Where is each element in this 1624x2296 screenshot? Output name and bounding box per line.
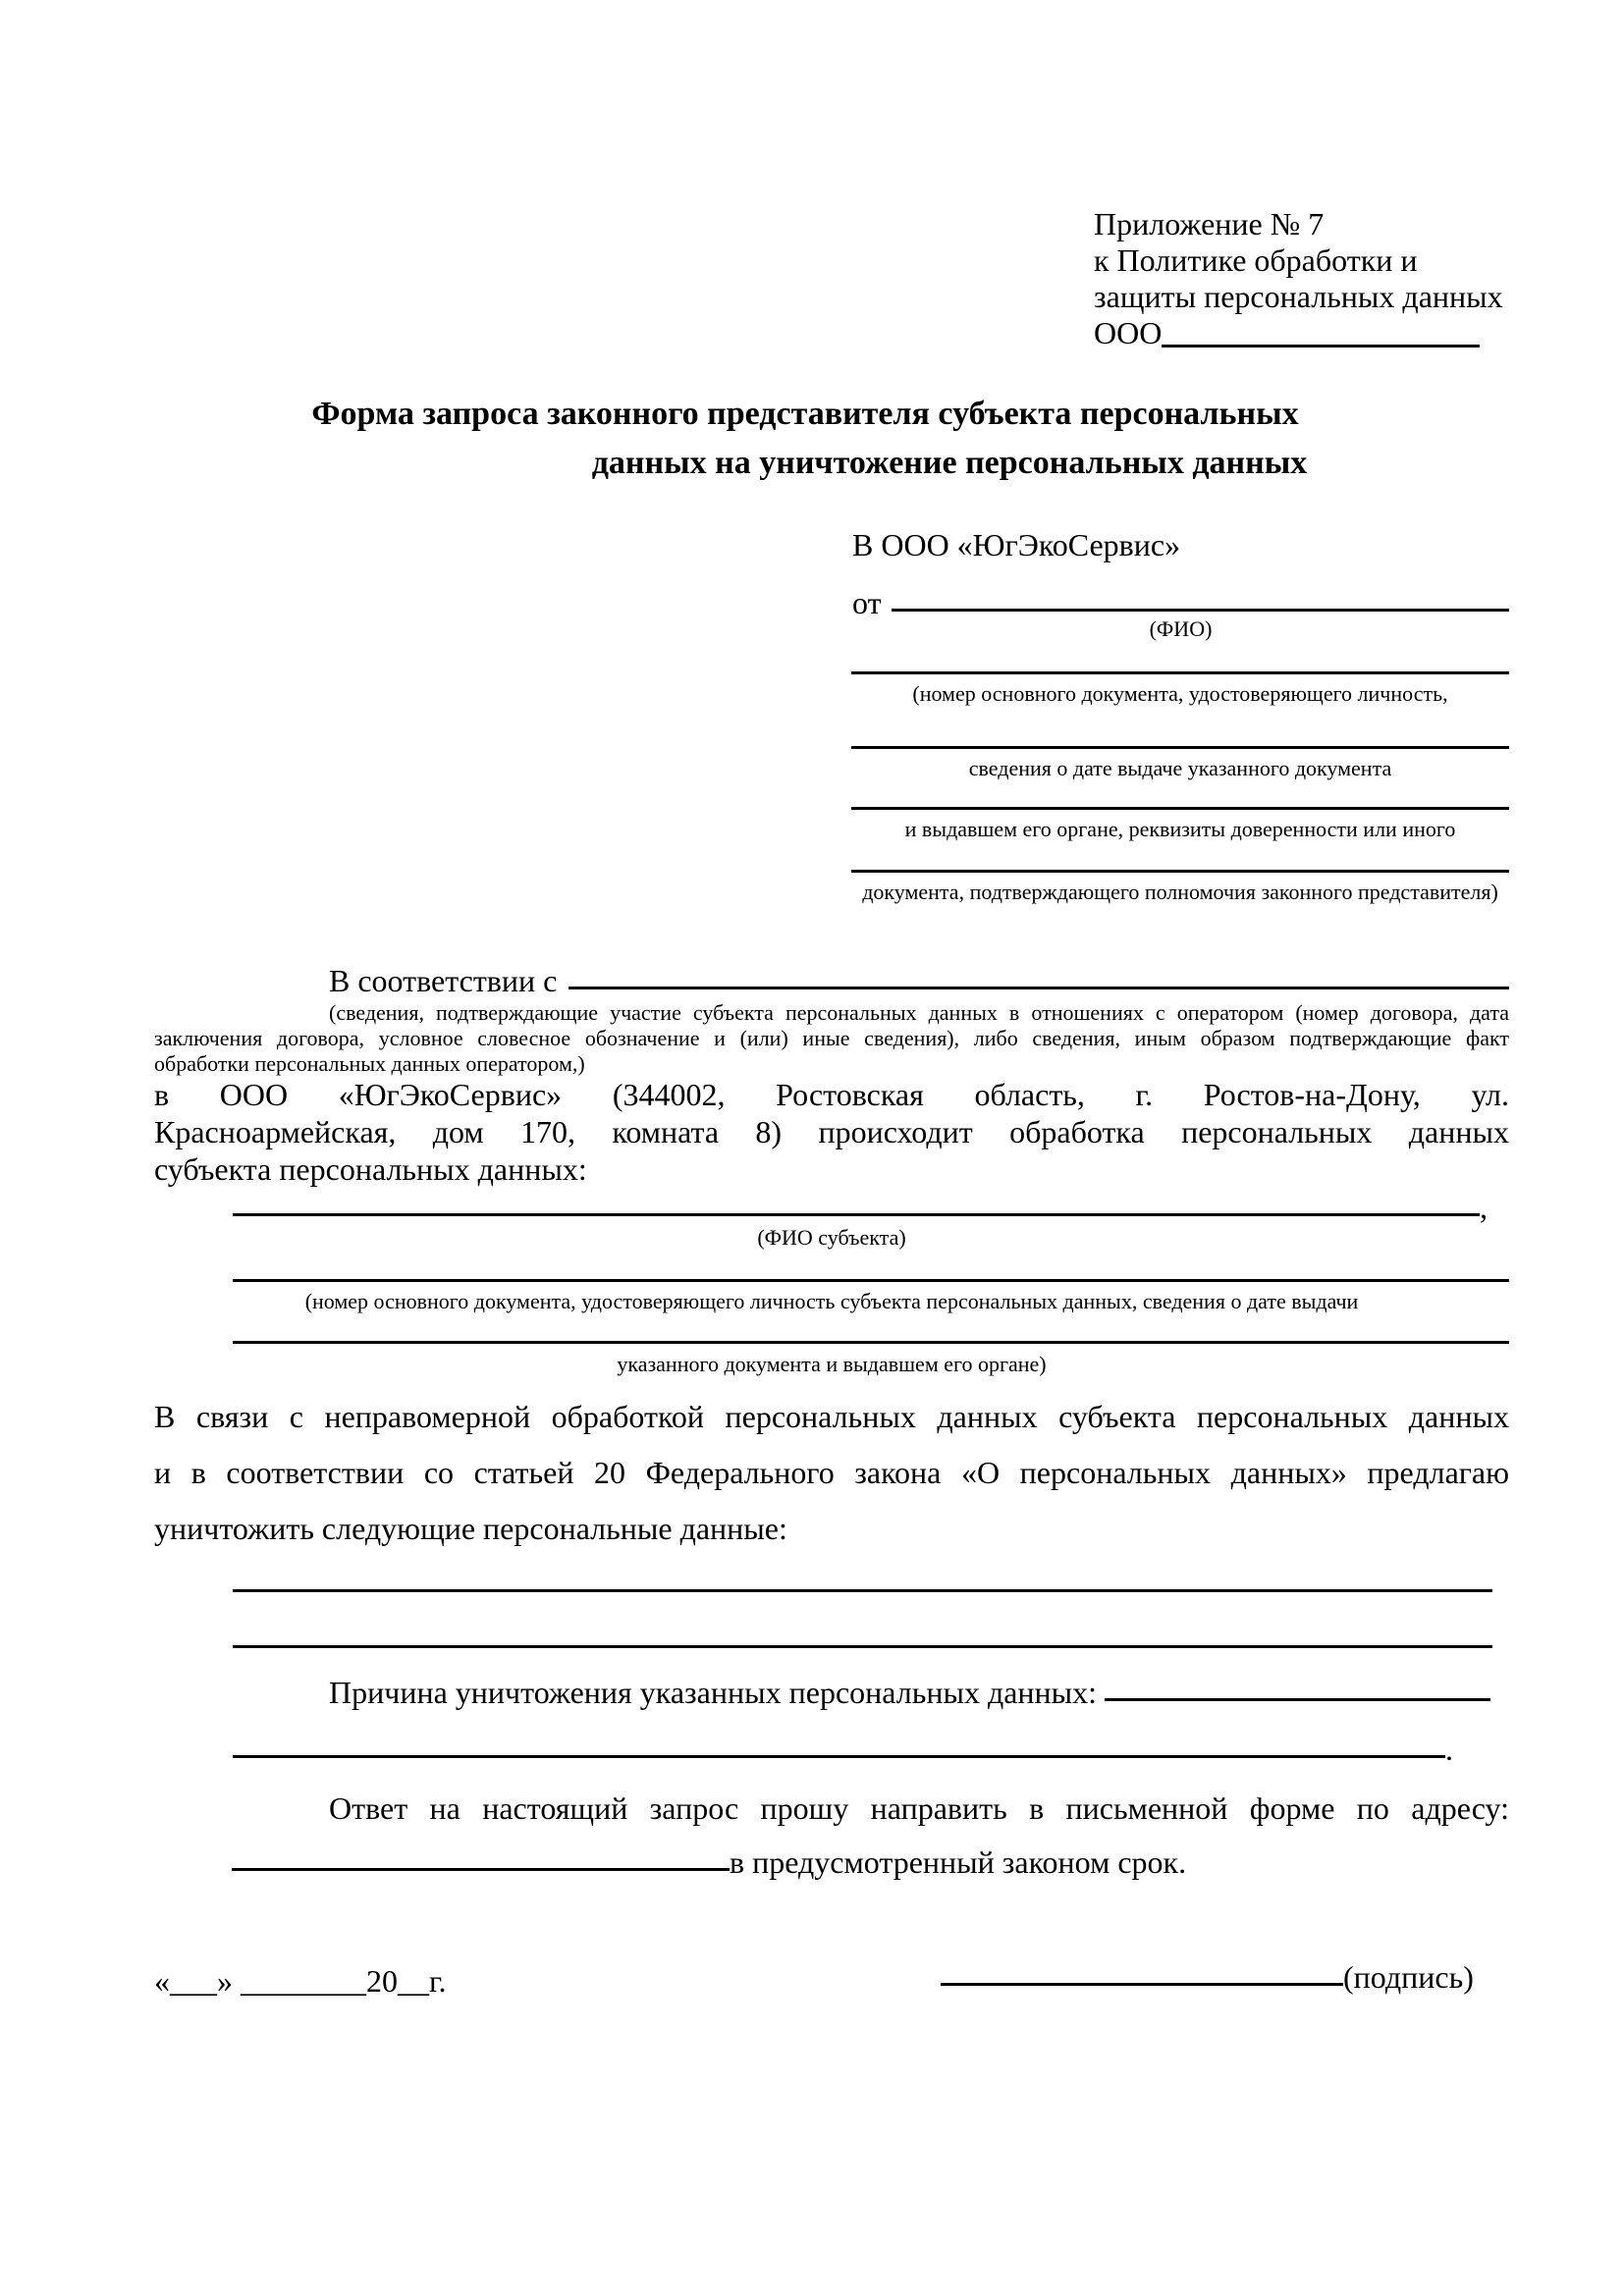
operator-line-3: субъекта персональных данных:	[154, 1151, 587, 1187]
doc-blank-line-2	[851, 746, 1509, 749]
company-prefix: ООО	[1094, 315, 1163, 350]
subject-doc-caption-2: указанного документа и выдавшем его органе)	[617, 1352, 1047, 1376]
operator-line-1: в ООО «ЮгЭкоСервис» (344002, Ростовская область, г. Ростов-на-Дону, ул.	[154, 1077, 1509, 1112]
data-blank-line-1	[233, 1589, 1492, 1592]
addressee-organization: В ООО «ЮгЭкоСервис»	[852, 527, 1181, 562]
company-name-blank	[1162, 325, 1480, 347]
address-row	[232, 1844, 1186, 1881]
data-blank-line-2	[233, 1645, 1492, 1648]
doc-blank-line-3	[851, 807, 1509, 810]
reason-row	[154, 1675, 1490, 1711]
doc-caption-1: (номер основного документа, удостоверяющего личность,	[912, 681, 1448, 706]
annex-line-1: Приложение № 7	[1094, 206, 1325, 241]
signature-row	[941, 1959, 1492, 1996]
signature-caption: (подпись)	[1343, 1959, 1474, 1995]
accordance-row	[154, 963, 1509, 999]
footnote-line-1: (сведения, подтверждающие участие субъекта персональных данных в отношениях с оператором (номер договора, дата	[329, 1000, 1509, 1025]
doc-blank-line-1	[851, 671, 1509, 674]
reason-continuation-blank	[233, 1732, 1445, 1758]
title-line-2: данных на уничтожение персональных данных	[591, 445, 1308, 481]
operator-line-2: Красноармейская, дом 170, комната 8) происходит обработка персональных данных	[154, 1114, 1509, 1149]
document-title	[128, 390, 1483, 488]
reason-label: Причина уничтожения указанных персональных данных:	[329, 1675, 1098, 1710]
from-label: от	[852, 585, 882, 620]
annex-line-2: к Политике обработки и	[1094, 242, 1418, 278]
accordance-footnote	[154, 1000, 1509, 1077]
accordance-label: В соответствии с	[329, 963, 558, 998]
doc-caption-4: документа, подтверждающего полномочия законного представителя)	[862, 880, 1498, 904]
footnote-line-3: обработки персональных данных оператором,)	[154, 1051, 585, 1076]
from-name-blank	[892, 585, 1509, 612]
subject-doc-caption-1: (номер основного документа, удостоверяющего личность субъекта персональных данных, сведения о дате выдачи	[304, 1289, 1359, 1313]
reason-blank	[1105, 1675, 1490, 1701]
doc-blank-line-4	[851, 870, 1509, 873]
annex-line-3: защиты персональных данных	[1094, 279, 1503, 314]
title-line-1: Форма запроса законного представителя субъекта персональных	[311, 396, 1299, 432]
doc-caption-3: и выдавшем его органе, реквизиты доверенности или иного	[904, 817, 1456, 841]
address-blank	[232, 1844, 730, 1871]
request-line-3: уничтожить следующие персональные данные:	[154, 1511, 787, 1546]
signature-blank	[941, 1959, 1343, 1986]
comma: ,	[1480, 1190, 1488, 1225]
subject-doc-blank-line-1	[233, 1279, 1509, 1282]
subject-doc-blank-line-2	[233, 1341, 1509, 1344]
subject-fio-row	[233, 1190, 1488, 1226]
annex-company-line	[1094, 315, 1503, 351]
request-paragraph	[154, 1389, 1509, 1557]
footnote-line-2: заключения договора, условное словесное обозначение и (или) иные сведения), либо сведения, иным образом подтверждающие факт	[154, 1026, 1509, 1050]
operator-paragraph	[154, 1076, 1509, 1188]
accordance-blank	[568, 963, 1509, 989]
subject-fio-blank	[233, 1190, 1480, 1216]
fio-caption: (ФИО)	[1149, 616, 1213, 641]
answer-paragraph: Ответ на настоящий запрос прошу направить в письменной форме по адресу:	[329, 1790, 1509, 1826]
annex-note	[1094, 206, 1503, 351]
request-line-2: и в соответствии со статьей 20 Федерального закона «О персональных данных» предлагаю	[154, 1455, 1509, 1490]
reason-continuation-row	[233, 1732, 1453, 1768]
period: .	[1445, 1732, 1453, 1767]
answer-suffix: в предусмотренный законом срок.	[730, 1844, 1187, 1880]
date-line: «___» ________20__г.	[154, 1963, 447, 1999]
doc-caption-2: сведения о дате выдаче указанного документа	[968, 756, 1392, 780]
request-line-1: В связи с неправомерной обработкой персональных данных субъекта персональных данных	[154, 1399, 1509, 1434]
subject-fio-caption: (ФИО субъекта)	[757, 1225, 906, 1250]
